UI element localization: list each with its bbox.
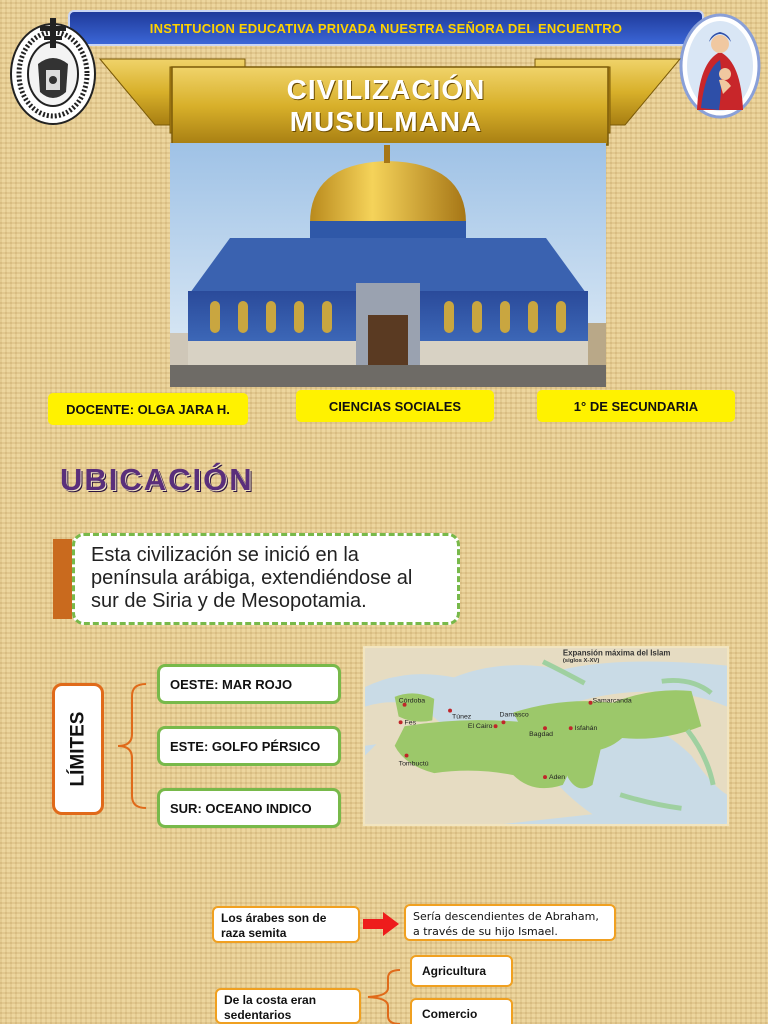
map-subtitle: (siglos X-XV) [562,657,600,664]
page-title [172,67,600,145]
limits-label: LÍMITES [67,711,89,787]
activities-brace-icon [364,966,404,1024]
grade-label: 1° DE SECUNDARIA [537,390,735,422]
map-city: El Cairo [467,723,493,731]
limit-east: ESTE: GOLFO PÉRSICO [157,726,341,766]
islam-expansion-map [363,646,729,826]
intro-text: Esta civilización se inició en la península arábiga, extendiéndose al sur de Siria y de Mesopotamia. [72,533,460,625]
school-name: INSTITUCION EDUCATIVA PRIVADA NUESTRA SEÑORA DEL ENCUENTRO [149,20,623,36]
note-costa: De la costa eran sedentarios [215,988,361,1024]
map-city: Fes [404,719,417,727]
limit-west: OESTE: MAR ROJO [157,664,341,704]
note-agricultura: Agricultura [410,955,513,987]
note-abraham: Sería descendientes de Abraham, a través de su hijo Ismael. [404,904,616,941]
arrow-right-icon [363,912,399,936]
map-city: Córdoba [398,697,426,705]
map-city: Damasco [499,711,529,719]
dome-of-the-rock-photo [170,143,606,387]
note-arabes: Los árabes son de raza semita [212,906,360,943]
title-line-2: MUSULMANA [289,106,483,137]
map-city: Aden [548,774,566,782]
school-crest-icon [8,12,98,127]
intro-accent-bar [53,539,72,619]
section-title: UBICACIÓN [60,462,254,497]
note-comercio: Comercio [410,998,513,1024]
docente-label: DOCENTE: OLGA JARA H. [48,393,248,425]
map-city: Túnez [452,713,472,721]
school-banner [68,10,704,46]
virgin-and-child-icon [679,12,761,120]
limits-label-box [52,683,104,815]
limit-south: SUR: OCEANO INDICO [157,788,341,828]
map-city: Bagdad [529,731,554,738]
map-city: Isfahán [574,725,598,733]
map-city: Samarcanda [592,697,632,705]
course-label: CIENCIAS SOCIALES [296,390,494,422]
map-title: Expansión máxima del Islam [562,648,671,658]
limits-brace-icon [112,676,152,816]
title-line-1: CIVILIZACIÓN [286,74,486,105]
map-city: Tombuctú [398,760,429,768]
